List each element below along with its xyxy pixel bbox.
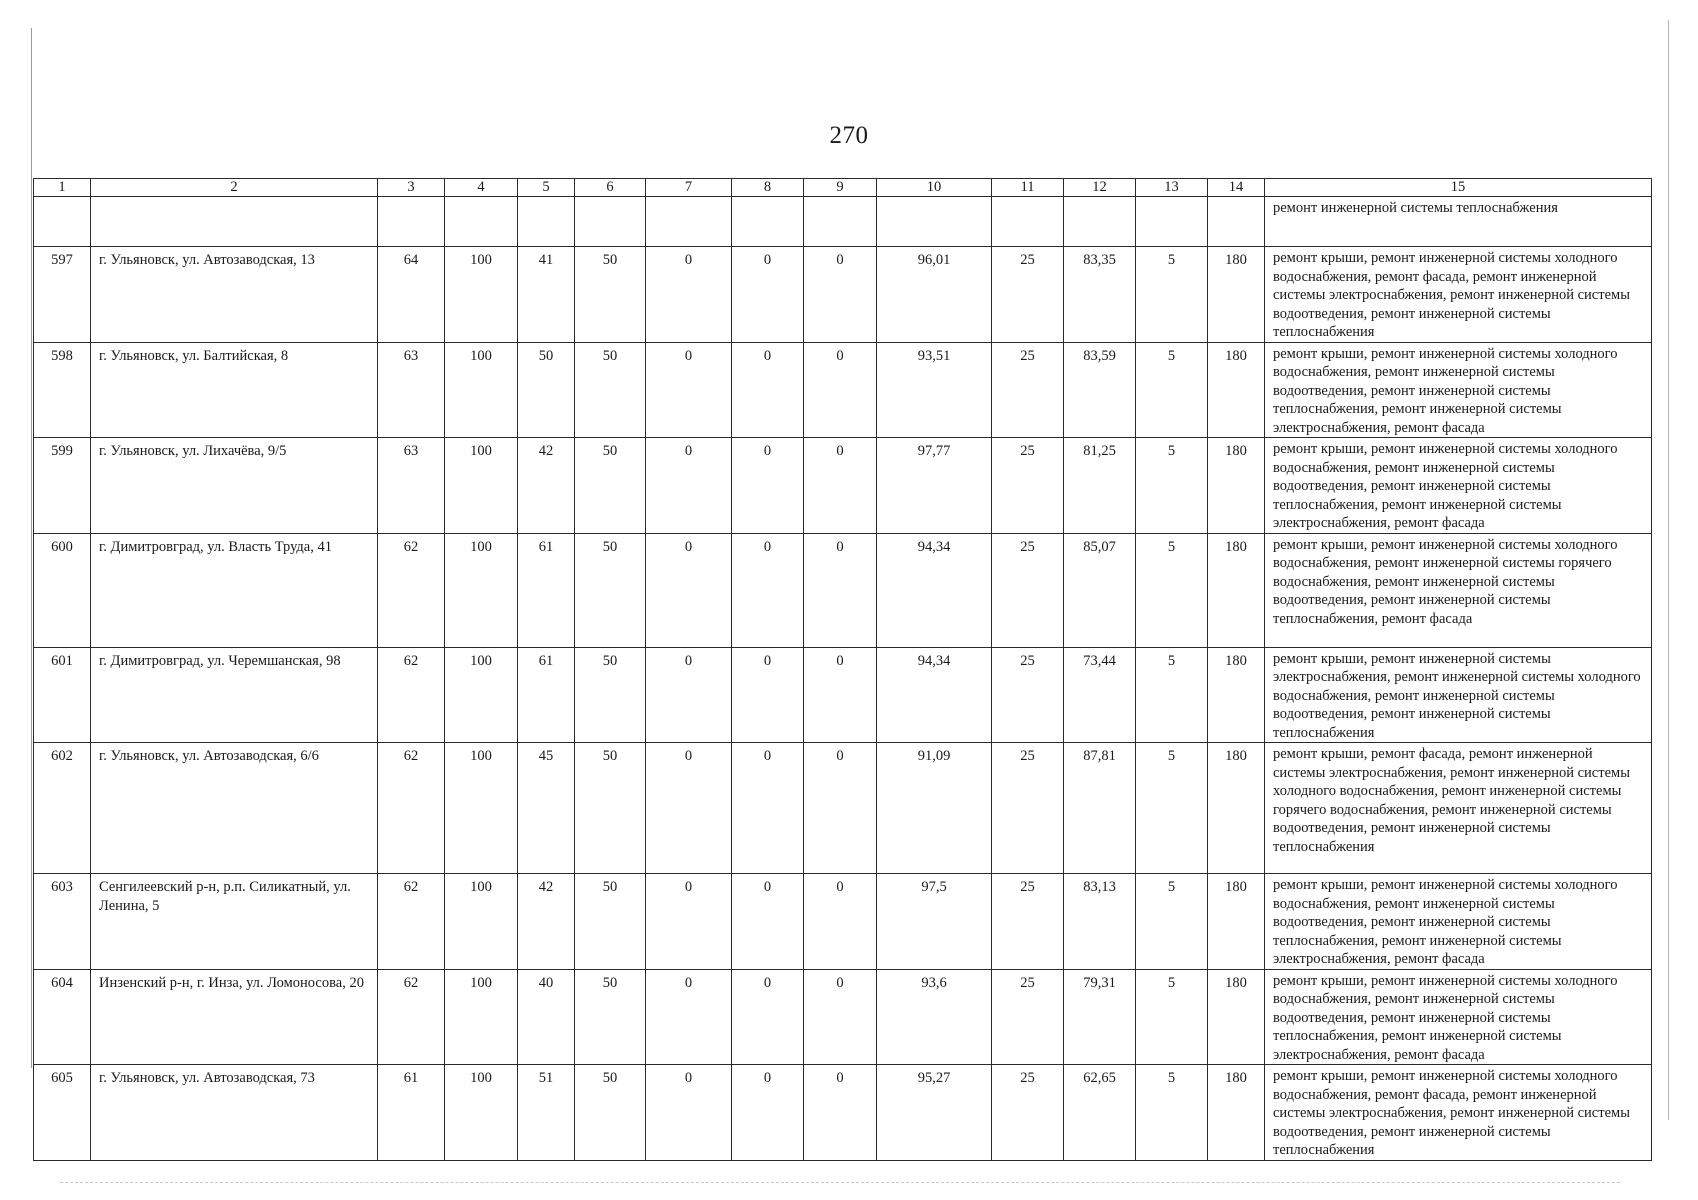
cell-c8: 0 [732,533,804,647]
works-cell: ремонт крыши, ремонт инженерной системы холодного водоснабжения, ремонт инженерной системы водоотведения, ремонт инженерной системы теплоснабжения, ремонт инженерной системы электроснабжения, ремонт фасада [1265,969,1652,1065]
cell-c8: 0 [732,247,804,343]
table-row [34,1065,1652,1161]
cell-c13: 5 [1136,533,1208,647]
cell-c4: 100 [445,342,518,438]
cell-c14: 180 [1208,1065,1265,1161]
table-row [34,438,1652,534]
cell-c6: 50 [575,743,646,874]
column-header: 15 [1265,179,1652,197]
cell-c7: 0 [646,438,732,534]
cell-c10: 91,09 [877,743,992,874]
cell-c10: 97,5 [877,874,992,970]
cell-c4: 100 [445,874,518,970]
continuation-row [34,197,1652,247]
works-cell: ремонт инженерной системы теплоснабжения [1265,197,1652,247]
cell-c9: 0 [804,533,877,647]
cell-c9: 0 [804,342,877,438]
cell-c9: 0 [804,969,877,1065]
cell-c8: 0 [732,743,804,874]
cell-c9: 0 [804,647,877,743]
cell-c13: 5 [1136,647,1208,743]
address-cell: г. Ульяновск, ул. Автозаводская, 13 [91,247,378,343]
cell-c5: 42 [518,438,575,534]
cell-c9: 0 [804,247,877,343]
column-header: 11 [992,179,1064,197]
cell-c3: 61 [378,1065,445,1161]
table-row [34,342,1652,438]
cell-c13: 5 [1136,743,1208,874]
cell-c13: 5 [1136,342,1208,438]
address-cell: г. Димитровград, ул. Власть Труда, 41 [91,533,378,647]
cell-c13: 5 [1136,247,1208,343]
cell-c12: 83,35 [1064,247,1136,343]
cell-c14: 180 [1208,342,1265,438]
works-cell: ремонт крыши, ремонт инженерной системы холодного водоснабжения, ремонт инженерной системы водоотведения, ремонт инженерной системы теплоснабжения, ремонт инженерной системы электроснабжения, ремонт фасада [1265,874,1652,970]
cell-c5: 42 [518,874,575,970]
address-cell: г. Ульяновск, ул. Балтийская, 8 [91,342,378,438]
address-cell: г. Ульяновск, ул. Автозаводская, 6/6 [91,743,378,874]
works-cell: ремонт крыши, ремонт инженерной системы электроснабжения, ремонт инженерной системы холодного водоснабжения, ремонт инженерной системы водоотведения, ремонт инженерной системы теплоснабжения [1265,647,1652,743]
cell-c5: 41 [518,247,575,343]
cell-c11: 25 [992,438,1064,534]
cell-c10: 95,27 [877,1065,992,1161]
row-id: 605 [34,1065,91,1161]
cell-c5: 61 [518,647,575,743]
cell-c4: 100 [445,247,518,343]
row-id: 600 [34,533,91,647]
repair-program-table [33,178,1652,1161]
works-cell: ремонт крыши, ремонт инженерной системы холодного водоснабжения, ремонт фасада, ремонт инженерной системы электроснабжения, ремонт инженерной системы водоотведения, ремонт инженерной системы теплоснабжения [1265,247,1652,343]
cell-c6: 50 [575,247,646,343]
works-cell: ремонт крыши, ремонт инженерной системы холодного водоснабжения, ремонт инженерной системы горячего водоснабжения, ремонт инженерной системы водоотведения, ремонт инженерной системы теплоснабжения, ремонт фасада [1265,533,1652,647]
cell-c14: 180 [1208,743,1265,874]
cell-c5: 51 [518,1065,575,1161]
cell-c11: 25 [992,533,1064,647]
row-id: 599 [34,438,91,534]
cell-c9: 0 [804,438,877,534]
column-header: 12 [1064,179,1136,197]
row-id: 598 [34,342,91,438]
row-id: 604 [34,969,91,1065]
cell-c8: 0 [732,438,804,534]
column-header: 13 [1136,179,1208,197]
column-header: 1 [34,179,91,197]
cell-c14: 180 [1208,647,1265,743]
cell-c4: 100 [445,969,518,1065]
cell-c11: 25 [992,743,1064,874]
cell-c8: 0 [732,874,804,970]
row-id: 602 [34,743,91,874]
scan-edge-left [31,28,32,1068]
cell-c10: 93,6 [877,969,992,1065]
cell-c5: 61 [518,533,575,647]
cell-c12: 85,07 [1064,533,1136,647]
cell-c13: 5 [1136,438,1208,534]
cell-c12: 83,13 [1064,874,1136,970]
cell-c5: 40 [518,969,575,1065]
address-cell: Сенгилеевский р-н, р.п. Силикатный, ул. Ленина, 5 [91,874,378,970]
cell-c4: 100 [445,1065,518,1161]
address-cell: г. Димитровград, ул. Черемшанская, 98 [91,647,378,743]
address-cell: г. Ульяновск, ул. Автозаводская, 73 [91,1065,378,1161]
cell-c14: 180 [1208,874,1265,970]
column-header: 8 [732,179,804,197]
row-id: 601 [34,647,91,743]
cell-c14: 180 [1208,247,1265,343]
cell-c3: 62 [378,743,445,874]
cell-c4: 100 [445,438,518,534]
column-header: 6 [575,179,646,197]
cell-c6: 50 [575,874,646,970]
scan-edge-right [1668,20,1669,1120]
cell-c11: 25 [992,969,1064,1065]
cell-c3: 62 [378,969,445,1065]
cell-c4: 100 [445,533,518,647]
cell-c3: 63 [378,438,445,534]
cell-c12: 73,44 [1064,647,1136,743]
cell-c12: 81,25 [1064,438,1136,534]
cell-c7: 0 [646,743,732,874]
cell-c7: 0 [646,874,732,970]
cell-c3: 63 [378,342,445,438]
column-header: 2 [91,179,378,197]
row-id: 603 [34,874,91,970]
table-row [34,874,1652,970]
column-number-row [34,179,1652,197]
cell-c12: 87,81 [1064,743,1136,874]
cell-c13: 5 [1136,1065,1208,1161]
column-header: 3 [378,179,445,197]
cell-c11: 25 [992,1065,1064,1161]
cell-c5: 45 [518,743,575,874]
cell-c6: 50 [575,647,646,743]
cell-c3: 62 [378,874,445,970]
scan-edge-bottom [60,1182,1620,1183]
cell-c3: 64 [378,247,445,343]
cell-c7: 0 [646,647,732,743]
cell-c6: 50 [575,969,646,1065]
cell-c7: 0 [646,342,732,438]
cell-c13: 5 [1136,874,1208,970]
column-header: 10 [877,179,992,197]
cell-c5: 50 [518,342,575,438]
cell-c7: 0 [646,1065,732,1161]
cell-c14: 180 [1208,969,1265,1065]
cell-c14: 180 [1208,438,1265,534]
cell-c8: 0 [732,342,804,438]
cell-c6: 50 [575,342,646,438]
cell-c12: 62,65 [1064,1065,1136,1161]
cell-c4: 100 [445,743,518,874]
works-cell: ремонт крыши, ремонт инженерной системы холодного водоснабжения, ремонт фасада, ремонт инженерной системы электроснабжения, ремонт инженерной системы водоотведения, ремонт инженерной системы теплоснабжения [1265,1065,1652,1161]
cell-c6: 50 [575,1065,646,1161]
cell-c12: 83,59 [1064,342,1136,438]
cell-c8: 0 [732,647,804,743]
cell-c6: 50 [575,438,646,534]
cell-c10: 94,34 [877,533,992,647]
table-row [34,969,1652,1065]
column-header: 9 [804,179,877,197]
table-row [34,247,1652,343]
row-id: 597 [34,247,91,343]
cell-c10: 97,77 [877,438,992,534]
column-header: 7 [646,179,732,197]
table-row [34,647,1652,743]
works-cell: ремонт крыши, ремонт инженерной системы холодного водоснабжения, ремонт инженерной системы водоотведения, ремонт инженерной системы теплоснабжения, ремонт инженерной системы электроснабжения, ремонт фасада [1265,438,1652,534]
column-header: 5 [518,179,575,197]
cell-c13: 5 [1136,969,1208,1065]
cell-c8: 0 [732,969,804,1065]
cell-c3: 62 [378,533,445,647]
cell-c10: 93,51 [877,342,992,438]
cell-c3: 62 [378,647,445,743]
works-cell: ремонт крыши, ремонт фасада, ремонт инженерной системы электроснабжения, ремонт инженерной системы холодного водоснабжения, ремонт инженерной системы горячего водоснабжения, ремонт инженерной системы водоотведения, ремонт инженерной системы теплоснабжения [1265,743,1652,874]
cell-c12: 79,31 [1064,969,1136,1065]
address-cell: г. Ульяновск, ул. Лихачёва, 9/5 [91,438,378,534]
cell-c10: 96,01 [877,247,992,343]
cell-c14: 180 [1208,533,1265,647]
table-row [34,533,1652,647]
cell-c9: 0 [804,743,877,874]
cell-c11: 25 [992,342,1064,438]
cell-c7: 0 [646,533,732,647]
cell-c7: 0 [646,969,732,1065]
cell-c10: 94,34 [877,647,992,743]
page-number: 270 [829,122,869,149]
works-cell: ремонт крыши, ремонт инженерной системы холодного водоснабжения, ремонт инженерной системы водоотведения, ремонт инженерной системы теплоснабжения, ремонт инженерной системы электроснабжения, ремонт фасада [1265,342,1652,438]
cell-c8: 0 [732,1065,804,1161]
table-row [34,743,1652,874]
column-header: 4 [445,179,518,197]
column-header: 14 [1208,179,1265,197]
cell-c11: 25 [992,247,1064,343]
cell-c11: 25 [992,647,1064,743]
cell-c4: 100 [445,647,518,743]
cell-c6: 50 [575,533,646,647]
cell-c9: 0 [804,1065,877,1161]
cell-c7: 0 [646,247,732,343]
cell-c9: 0 [804,874,877,970]
cell-c11: 25 [992,874,1064,970]
address-cell: Инзенский р-н, г. Инза, ул. Ломоносова, 20 [91,969,378,1065]
